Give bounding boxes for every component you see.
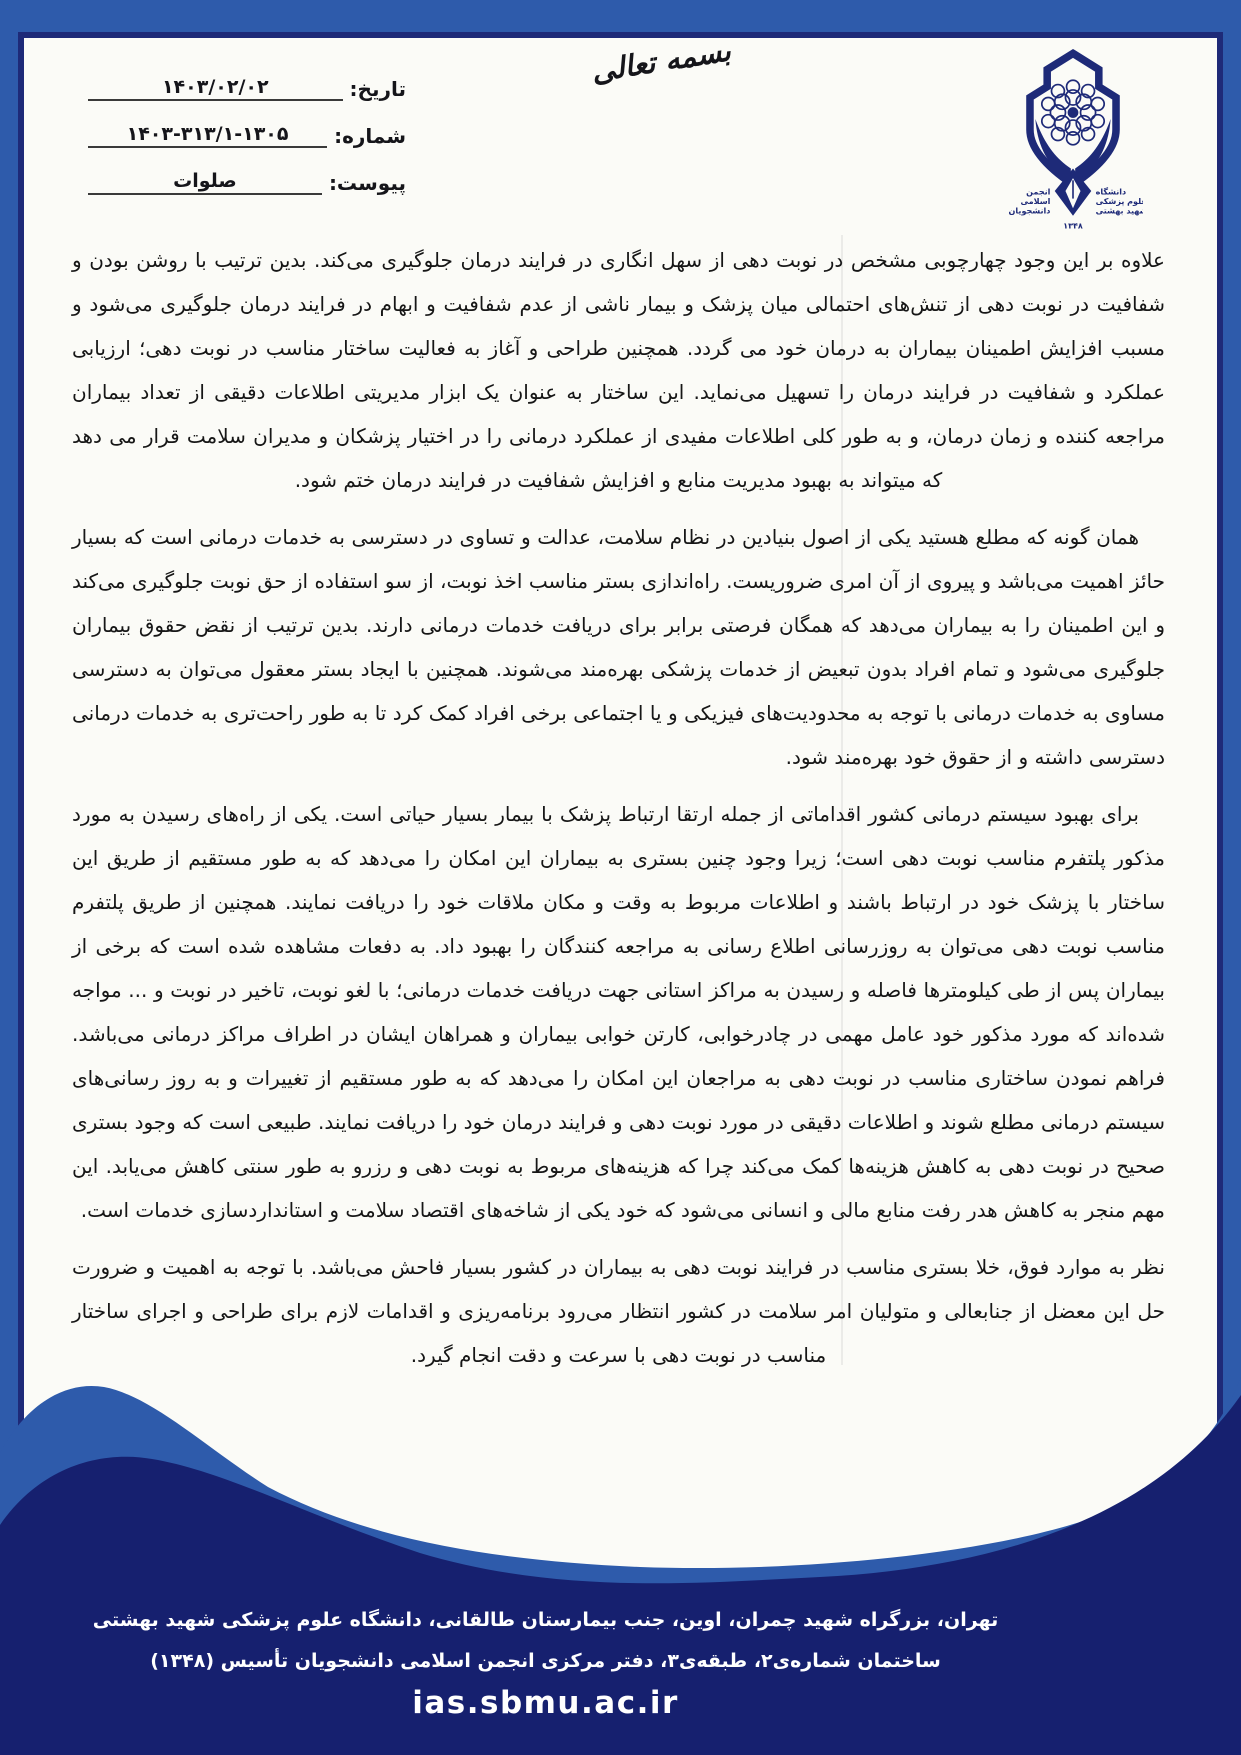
- number-label: شماره:: [334, 124, 406, 148]
- emblem-text-r2: علوم پزشکی: [1095, 196, 1143, 206]
- emblem-year: ۱۳۴۸: [1063, 221, 1083, 231]
- footer-address-line2: ساختمان شماره‌ی۲، طبقه‌ی۳، دفتر مرکزی انجمن اسلامی دانشجویان تأسیس (۱۳۴۸): [150, 1650, 941, 1672]
- date-value: ۱۴۰۳/۰۲/۰۲: [161, 76, 269, 98]
- attachment-field-row: [88, 148, 406, 195]
- paragraph-1: علاوه بر این وجود چهارچوبی مشخص در نوبت دهی از سهل انگاری در فرایند درمان جلوگیری می‌کند. بدین ترتیب با روشن بودن و شفافیت در نوبت دهی از تنش‌های احتمالی میان پزشک و بیمار ناشی از عدم شفافیت و ابهام در فرایند درمان جلوگیری می‌شود و مسبب افزایش اطمینان بیماران به درمان خود می گردد. همچنین طراحی و آغاز به فعالیت ساختار مناسب در نوبت دهی؛ ارزیابی عملکرد و شفافیت در فرایند درمان را تسهیل می‌نماید. این ساختار به عنوان یک ابزار مدیریتی اطلاعات دقیقی از تعداد بیماران مراجعه کننده و زمان درمان، و به طور کلی اطلاعات مفیدی از عملکرد درمانی را در اختیار پزشکان و مدیران سلامت قرار می دهد که میتواند به بهبود مدیریت منابع و افزایش شفافیت در فرایند درمان ختم شود.: [72, 248, 1165, 492]
- emblem-rosette: [1042, 80, 1104, 145]
- emblem-svg: [1003, 48, 1143, 233]
- paragraph-2: همان گونه که مطلع هستید یکی از اصول بنیادین در نظام سلامت، عدالت و تساوی در دسترسی به خدمات درمانی است که بسیار حائز اهمیت می‌باشد و پیروی از آن امری ضروریست. راه‌اندازی بستر مناسب اخذ نوبت، از سو استفاده از حق نوبت جلوگیری می‌کند و این اطمینان را به بیماران می‌دهد که همگان فرصتی برابر برای دریافت خدمات درمانی دارند. بدین ترتیب از نقض حقوق بیماران جلوگیری می‌شود و تمام افراد بدون تبعیض از خدمات پزشکی بهره‌مند می‌شوند. همچنین با ایجاد بستر معقول می‌توان به دسترسی مساوی به خدمات درمانی با توجه به محدودیت‌های فیزیکی و یا اجتماعی برخی افراد کمک کرد تا به طور راحت‌تری به خدمات درمانی دسترسی داشته و از حقوق خود بهره‌مند شود.: [72, 525, 1165, 769]
- paragraph-3: برای بهبود سیستم درمانی کشور اقداماتی از جمله ارتقا ارتباط پزشک با بیمار بسیار حیاتی است. یکی از راه‌های رسیدن به مورد مذکور پلتفرم مناسب نوبت دهی است؛ زیرا وجود چنین بستری به بیماران این امکان را می‌دهد که به طور مستقیم از طریق این ساختار با پزشک خود در ارتباط باشند و اطلاعات مربوط به وقت و مکان ملاقات خود را دریافت نمایند. همچنین از طریق پلتفرم مناسب نوبت دهی می‌توان به روزرسانی اطلاع رسانی به مراجعه کنندگان را بهبود داد. به دفعات مشاهده شده است که برخی از بیماران پس از طی کیلومترها فاصله و رسیدن به مراکز استانی جهت دریافت خدمات درمانی؛ با لغو نوبت، تاخیر در نوبت و ... مواجه شده‌اند که مورد مذکور خود عامل مهمی در چادرخوابی، کارتن خوابی بیماران و همراهان ایشان در اطراف مراکز درمانی می‌باشد. فراهم نمودن ساختاری مناسب در نوبت دهی به مراجعان این امکان را می‌دهد که به طور مستقیم از تغییرات و به روز رسانی‌های سیستم درمانی مطلع شوند و اطلاعات دقیقی در مورد نوبت دهی و فرایند درمان خود را دریافت نمایند. طبیعی است که وجود بستری صحیح در نوبت دهی به کاهش هزینه‌ها کمک می‌کند چرا که هزینه‌های مربوط به نوبت دهی و رزرو به طور سنتی کاهش می‌یابد. این مهم منجر به کاهش هدر رفت منابع مالی و انسانی می‌شود که خود یکی از شاخه‌های اقتصاد سلامت و استانداردسازی خدمات است.: [72, 802, 1165, 1222]
- date-line: [88, 65, 343, 101]
- bismillah-calligraphy: بسمه تعالی: [589, 33, 733, 89]
- number-line: [88, 112, 327, 148]
- paragraph-4: نظر به موارد فوق، خلا بستری مناسب در فرایند نوبت دهی به بیماران در کشور بسیار فاحش می‌باشد. با توجه به اهمیت و ضرورت حل این معضل از جنابعالی و متولیان امر سلامت در کشور انتظار می‌رود برنامه‌ریزی و اقدامات لازم برای طراحی و اجرای ساختار مناسب در نوبت دهی با سرعت و دقت انجام گیرد.: [72, 1255, 1165, 1367]
- attachment-line: [88, 159, 322, 195]
- footer-address-line1: تهران، بزرگراه شهید چمران، اوین، جنب بیمارستان طالقانی، دانشگاه علوم پزشکی شهید بهشتی: [92, 1609, 999, 1631]
- attachment-value: صلوات: [173, 170, 237, 192]
- footer-website: ias.sbmu.ac.ir: [412, 1685, 679, 1721]
- number-field-row: [88, 101, 406, 148]
- letter-header-fields: [88, 54, 406, 195]
- letter-body: [72, 238, 1165, 1390]
- scan-fold-line: [841, 235, 843, 1365]
- attachment-label: پیوست:: [328, 171, 406, 195]
- islamic-association-emblem-icon: [1003, 48, 1143, 237]
- date-field-row: [88, 54, 406, 101]
- emblem-text-l3: دانشجویان: [1008, 206, 1051, 216]
- number-value: ۱۴۰۳-۳۱۳/۱-۱۳۰۵: [126, 123, 289, 145]
- footer: [0, 1600, 1091, 1721]
- emblem-text-r3: شهید بهشتی: [1095, 206, 1143, 216]
- emblem-text-r1: دانشگاه: [1095, 187, 1127, 197]
- emblem-text-l1: انجمن: [1026, 187, 1051, 197]
- emblem-text-l2: اسلامی: [1020, 196, 1051, 206]
- date-label: تاریخ:: [349, 77, 406, 101]
